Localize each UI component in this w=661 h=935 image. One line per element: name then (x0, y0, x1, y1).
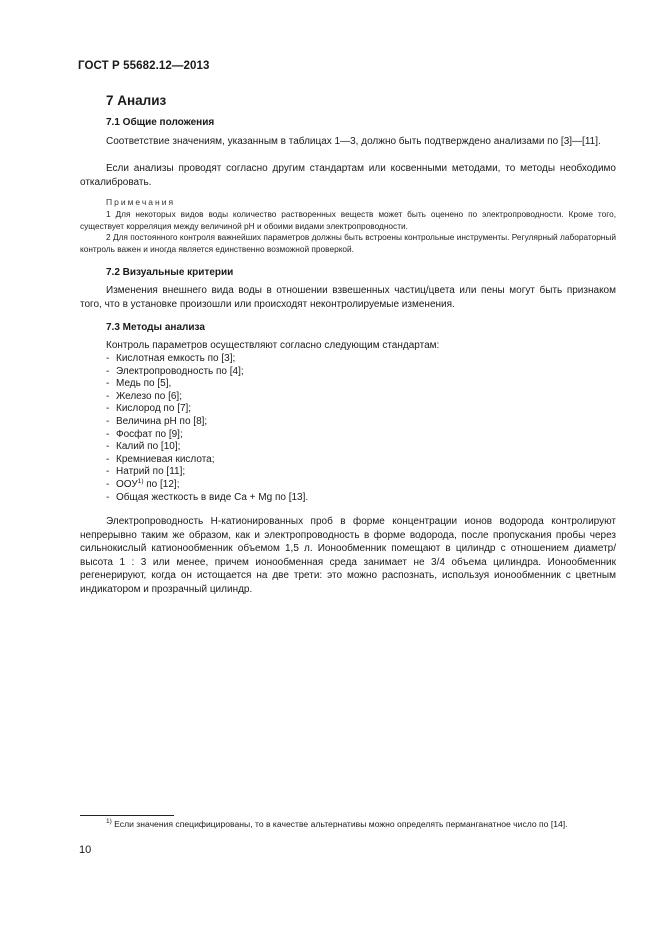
subsection-heading-7-1: 7.1 Общие положения (106, 117, 215, 128)
subsection-heading-7-3: 7.3 Методы анализа (106, 322, 205, 333)
footnote-separator (80, 815, 174, 816)
list-item: - Кислотная емкость по [3]; (106, 353, 236, 364)
note: 1 Для некоторых видов воды количество растворенных веществ может быть оценено по электропроводности. Кроме того, существует корреляция между величиной pH и обоими видами электропроводности. (80, 209, 616, 231)
footnote-mark: 1) (106, 818, 112, 825)
list-item: - Медь по [5], (106, 378, 172, 390)
list-item: - Общая жесткость в виде Ca + Mg по [13]. (106, 491, 309, 503)
standards-list (106, 353, 308, 504)
list-item: - Железо по [6]; (106, 390, 182, 402)
list-item: - ООУ$^{1)}$ по [12]; (106, 477, 180, 490)
list-item: - Величина pH по [8]; (106, 415, 208, 427)
list-item: - Кремниевая кислота; (106, 453, 215, 465)
list-item: - Электропроводность по [4]; (106, 365, 244, 377)
list-item: - Натрий по [11]; (106, 466, 186, 478)
document-header: ГОСТ Р 55682.12—2013 (78, 60, 210, 72)
list-item: - Кислород по [7]; (106, 403, 192, 415)
paragraph: Электропроводность Н-катионированных проб в форме концентрации ионов водорода контролируют непрерывно таким же образом, как и электропроводность в форме водорода, после пропускания пробы через сильнокислый катионообменник объемом 1,5 л. Ионообменник помещают в цилиндр с отношением диаметр/высота 1 : 3 или менее, причем ионообменная среда занимает не 3/4 объема цилиндра. Ионообменник регенерируют, когда он истощается на две трети: это можно распознать, используя ионообменник с цветным индикатором и прозрачный цилиндр. (80, 516, 616, 595)
notes-label: Примечания (106, 197, 176, 207)
list-item: - Калий по [10]; (106, 441, 181, 453)
footnote: $^{1)}$ Если значения специфицированы, то в качестве альтернативы можно определять перманганатное число по [14]. (106, 818, 568, 829)
section-heading: 7 Анализ (106, 93, 167, 108)
paragraph: Контроль параметров осуществляют согласно следующим стандартам: (106, 340, 440, 351)
paragraph: Если анализы проводят согласно другим стандартам или косвенными методами, то методы необходимо откалибровать. (80, 163, 616, 188)
page-number: 10 (79, 844, 92, 856)
list-item: - Фосфат по [9]; (106, 428, 183, 440)
paragraph: Изменения внешнего вида воды в отношении взвешенных частиц/цвета или пены могут быть признаком того, что в установке произошли или происходят неконтролируемые изменения. (80, 285, 616, 310)
paragraph: Соответствие значениям, указанным в таблицах 1—3, должно быть подтверждено анализами по [3]—[11]. (106, 136, 601, 147)
subsection-heading-7-2: 7.2 Визуальные критерии (106, 267, 234, 278)
footnote-ref: 1) (137, 477, 144, 485)
note: 2 Для постоянного контроля важнейших параметров должны быть встроены контрольные инструменты. Регулярный лабораторный контроль важен и иногда является единственно возможной проверкой. (80, 232, 616, 254)
